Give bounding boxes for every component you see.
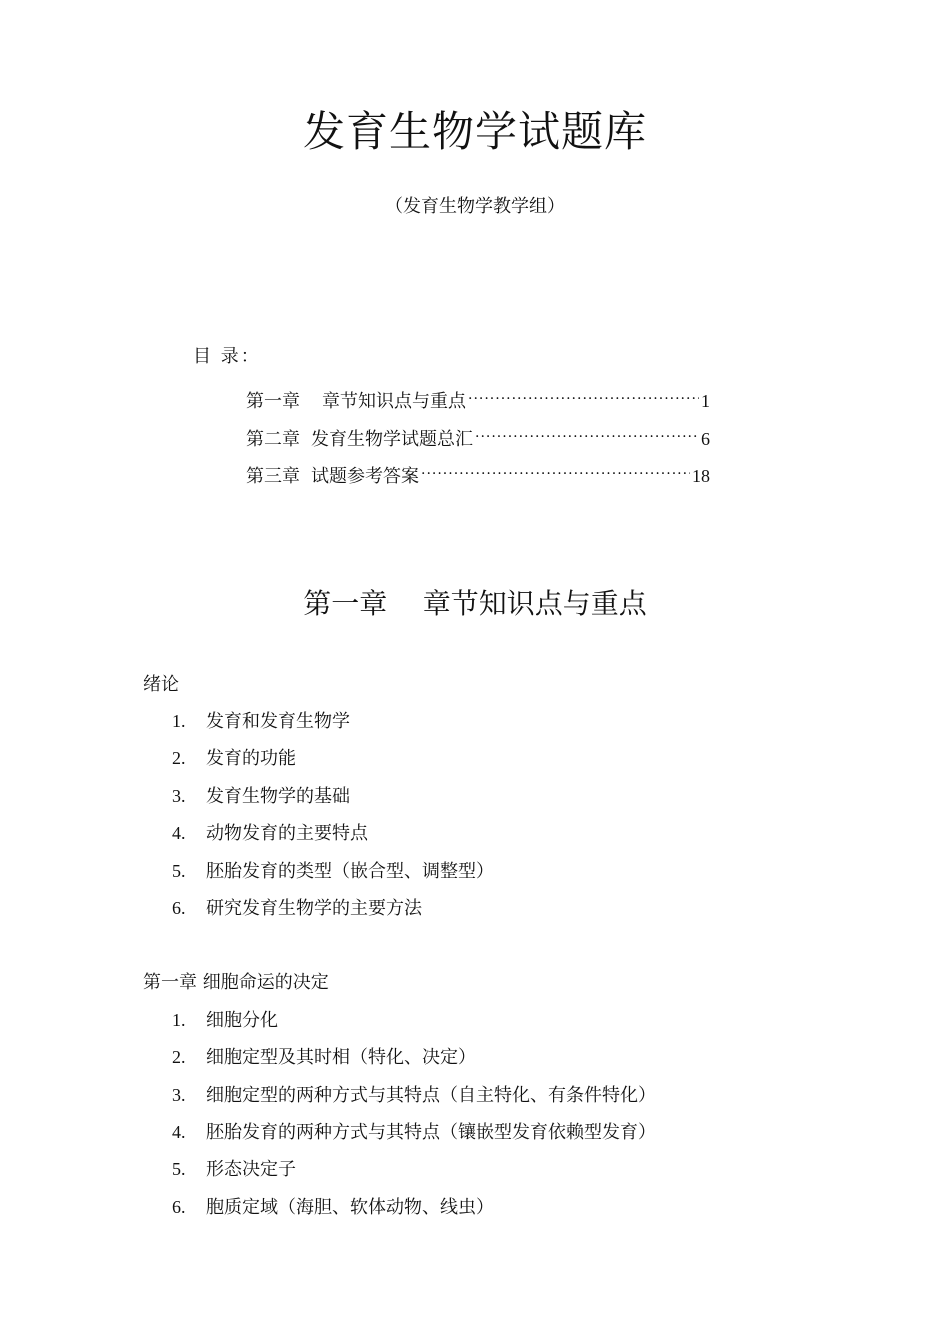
list-item-number: 5. — [172, 1159, 186, 1179]
list-item-text: 发育和发育生物学 — [206, 711, 350, 732]
toc-chapter-label: 第二章 — [246, 429, 300, 450]
toc-page-number: 1 — [701, 391, 710, 411]
toc-entry-title: 章节知识点与重点 — [322, 391, 466, 412]
list-item-number: 5. — [172, 861, 186, 881]
toc-entry-title: 试题参考答案 — [311, 466, 419, 487]
toc-entry-title: 发育生物学试题总汇 — [311, 429, 473, 450]
section-title: 绪论 — [143, 674, 179, 695]
list-item-text: 发育生物学的基础 — [206, 786, 350, 807]
list-item-number: 6. — [172, 898, 186, 918]
document-title: 发育生物学试题库 — [302, 107, 647, 156]
list-item-text: 细胞分化 — [206, 1010, 278, 1031]
list-item — [172, 1007, 278, 1034]
list-item — [172, 783, 350, 810]
list-item — [172, 1119, 656, 1146]
list-item — [172, 1194, 494, 1221]
list-item-text: 胚胎发育的两种方式与其特点（镶嵌型发育依赖型发育） — [206, 1122, 656, 1143]
list-item-number: 6. — [172, 1197, 186, 1217]
list-item-text: 形态决定子 — [206, 1159, 296, 1180]
list-item-text: 发育的功能 — [206, 748, 296, 769]
toc-dot-leader — [468, 381, 699, 407]
list-item-number: 1. — [172, 1010, 186, 1030]
list-item-number: 2. — [172, 1047, 186, 1067]
document-subtitle: （发育生物学教学组） — [385, 196, 565, 217]
section-title: 第一章 细胞命运的决定 — [143, 972, 329, 993]
list-item — [172, 1044, 476, 1071]
list-item-text: 细胞定型及其时相（特化、决定） — [206, 1047, 476, 1068]
list-item-number: 4. — [172, 1122, 186, 1142]
list-item-number: 3. — [172, 786, 186, 806]
list-item-number: 3. — [172, 1085, 186, 1105]
toc-page-number: 18 — [692, 466, 710, 486]
toc-chapter-label: 第三章 — [246, 466, 300, 487]
list-item — [172, 708, 350, 735]
list-item — [172, 858, 494, 885]
list-item-text: 研究发育生物学的主要方法 — [206, 898, 422, 919]
list-item — [172, 820, 368, 847]
list-item-text: 细胞定型的两种方式与其特点（自主特化、有条件特化） — [206, 1085, 656, 1106]
toc-entry[interactable] — [246, 419, 710, 453]
list-item — [172, 745, 296, 772]
list-item — [172, 895, 422, 922]
list-item — [172, 1156, 296, 1183]
toc-page-number: 6 — [701, 429, 710, 449]
toc-entry[interactable] — [246, 381, 710, 415]
toc-dot-leader — [475, 419, 699, 445]
list-item-text: 胞质定域（海胆、软体动物、线虫） — [206, 1197, 494, 1218]
list-item-number: 2. — [172, 748, 186, 768]
chapter-title: 第一章 章节知识点与重点 — [303, 587, 647, 620]
toc-heading: 目 录： — [193, 346, 261, 367]
toc-chapter-label: 第一章 — [246, 391, 300, 412]
list-item — [172, 1082, 656, 1109]
toc-dot-leader — [421, 456, 690, 482]
list-item-text: 动物发育的主要特点 — [206, 823, 368, 844]
toc-entry[interactable] — [246, 456, 710, 490]
list-item-number: 4. — [172, 823, 186, 843]
list-item-text: 胚胎发育的类型（嵌合型、调整型） — [206, 861, 494, 882]
list-item-number: 1. — [172, 711, 186, 731]
